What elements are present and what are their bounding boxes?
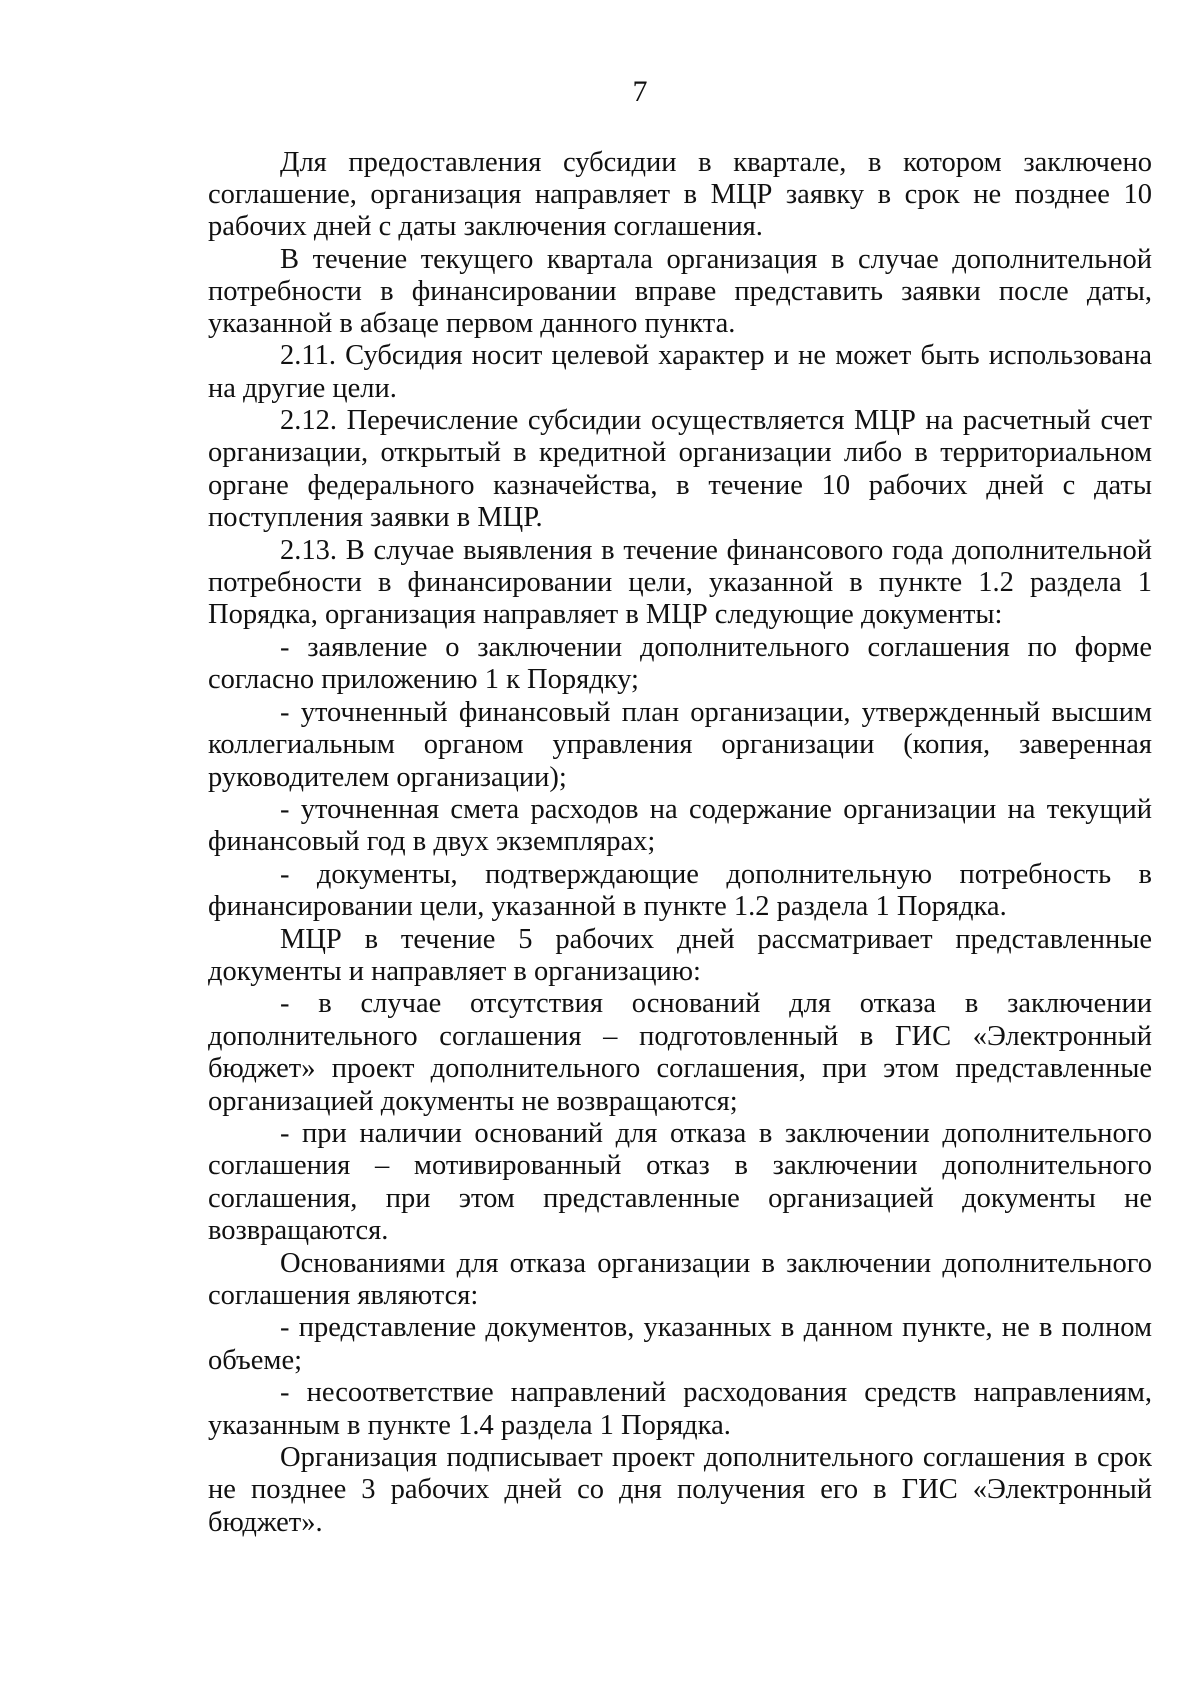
paragraph-2-11: 2.11. Субсидия носит целевой характер и не может быть использована на другие цели. [208, 340, 1152, 404]
list-item: - заявление о заключении дополнительного соглашения по форме согласно приложению 1 к Порядку; [208, 631, 1152, 696]
paragraph: Для предоставления субсидии в квартале, в котором заключено соглашение, организация направляет в МЦР заявку в срок не позднее 10 рабочих дней с даты заключения соглашения. [208, 147, 1152, 243]
list-item: - представление документов, указанных в данном пункте, не в полном объеме; [208, 1312, 1152, 1376]
paragraph-2-12: 2.12. Перечисление субсидии осуществляется МЦР на расчетный счет организации, открытый в кредитной организации либо в территориальном органе федерального казначейства, в течение 10 рабочих дней с даты поступления заявки в МЦР. [208, 405, 1152, 534]
list-item: - уточненный финансовый план организации, утвержденный высшим коллегиальным органом управления организации (копия, заверенная руководителем организации); [208, 696, 1152, 793]
list-item: - несоответствие направлений расходования средств направлениям, указанным в пункте 1.4 раздела 1 Порядка. [208, 1377, 1152, 1441]
document-body [208, 147, 1152, 1539]
paragraph: Основаниями для отказа организации в заключении дополнительного соглашения являются: [208, 1247, 1152, 1311]
list-item: - в случае отсутствия оснований для отказа в заключении дополнительного соглашения – подготовленный в ГИС «Электронный бюджет» проект дополнительного соглашения, при этом представленные организацией документы не возвращаются; [208, 988, 1152, 1117]
paragraph: МЦР в течение 5 рабочих дней рассматривает представленные документы и направляет в организацию: [208, 923, 1152, 987]
list-item: - при наличии оснований для отказа в заключении дополнительного соглашения – мотивированный отказ в заключении дополнительного соглашения, при этом представленные организацией документы не возвращаются. [208, 1117, 1152, 1247]
list-item: - документы, подтверждающие дополнительную потребность в финансировании цели, указанной в пункте 1.2 раздела 1 Порядка. [208, 858, 1152, 923]
paragraph: Организация подписывает проект дополнительного соглашения в срок не позднее 3 рабочих дней со дня получения его в ГИС «Электронный бюджет». [208, 1442, 1152, 1538]
page-number: 7 [632, 75, 648, 108]
list-item: - уточненная смета расходов на содержание организации на текущий финансовый год в двух экземплярах; [208, 793, 1152, 858]
paragraph-2-13: 2.13. В случае выявления в течение финансового года дополнительной потребности в финансировании цели, указанной в пункте 1.2 раздела 1 Порядка, организация направляет в МЦР следующие документы: [208, 534, 1152, 631]
paragraph: В течение текущего квартала организация в случае дополнительной потребности в финансировании вправе представить заявки после даты, указанной в абзаце первом данного пункта. [208, 243, 1152, 340]
